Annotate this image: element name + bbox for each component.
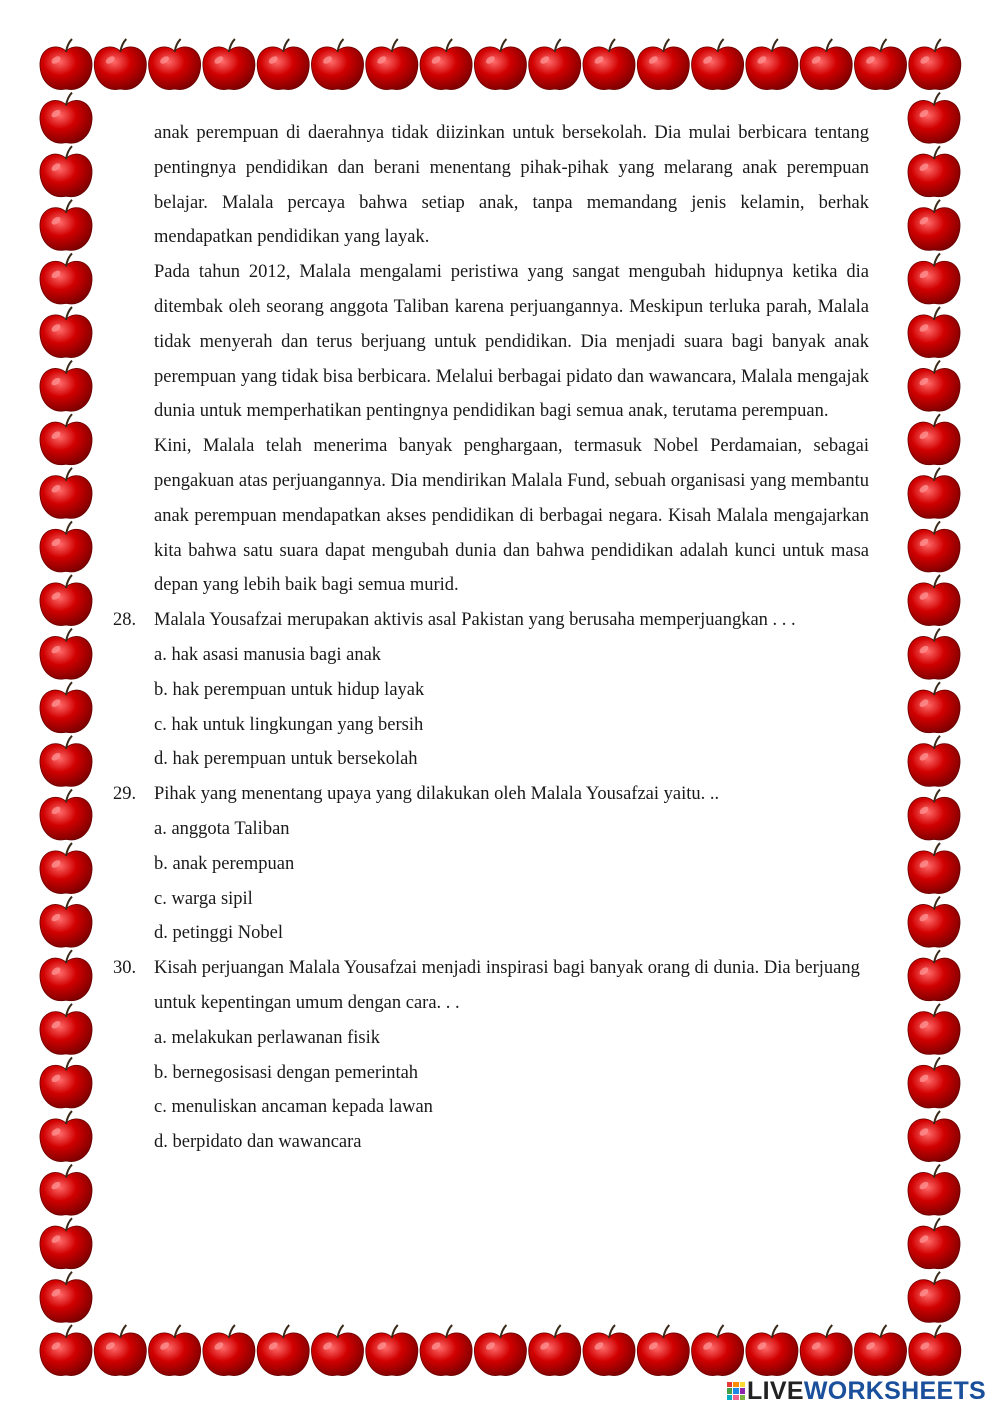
story-paragraph: Kini, Malala telah menerima banyak penghargaan, termasuk Nobel Perdamaian, sebagai pengakuan atas perjuangannya. Dia mendirikan Malala Fund, sebuah organisasi yang membantu anak perempuan mendapatkan akses pendidikan di berbagai negara. Kisah Malala mengajarkan kita bahwa satu suara dapat mengubah dunia dan bahwa pendidikan adalah kunci untuk masa depan yang lebih baik bagi semua murid. (154, 436, 869, 596)
apple-icon (40, 521, 92, 572)
apple-icon (908, 146, 960, 197)
apple-icon (40, 897, 92, 948)
apple-icon (40, 1004, 92, 1055)
apple-icon (908, 253, 960, 304)
apple-icon (908, 93, 960, 144)
apple-icon (908, 414, 960, 465)
apple-icon (40, 1272, 92, 1323)
apple-icon (149, 1325, 201, 1376)
answer-option[interactable]: c. warga sipil (154, 888, 253, 909)
apple-icon (420, 39, 472, 90)
answer-option[interactable]: d. hak perempuan untuk bersekolah (154, 749, 418, 770)
answer-option[interactable]: c. menuliskan ancaman kepada lawan (154, 1097, 433, 1118)
apple-icon (366, 39, 418, 90)
apple-icon (854, 1325, 906, 1376)
apple-icon (908, 575, 960, 626)
apple-icon (800, 39, 852, 90)
story-paragraph: Pada tahun 2012, Malala mengalami peristiwa yang sangat mengubah hidupnya ketika dia ditembak oleh seorang anggota Taliban karena perjuangannya. Meskipun terluka parah, Malala tidak menyerah dan terus berjuang untuk pendidikan. Dia menjadi suara bagi banyak anak perempuan yang tidak bisa berbicara. Melalui berbagai pidato dan wawancara, Malala mengajak dunia untuk memperhatikan pentingnya pendidikan bagi semua anak, terutama perempuan. (154, 262, 869, 422)
answer-option[interactable]: d. berpidato dan wawancara (154, 1132, 362, 1153)
logo-text-worksheets: WORKSHEETS (803, 1376, 986, 1405)
apple-icon (40, 253, 92, 304)
apple-icon (909, 39, 961, 90)
apple-icon (94, 1325, 146, 1376)
logo-grid-square (727, 1395, 732, 1400)
apple-icon (908, 682, 960, 733)
apple-icon (40, 200, 92, 251)
answer-option[interactable]: a. anggota Taliban (154, 818, 290, 839)
apple-icon (908, 200, 960, 251)
apple-icon (149, 39, 201, 90)
question-number: 29. (113, 784, 137, 805)
apple-icon (40, 1325, 92, 1376)
logo-text-live: LIVE (747, 1376, 804, 1405)
apple-icon (908, 736, 960, 787)
answer-option[interactable]: b. anak perempuan (154, 853, 295, 874)
liveworksheets-logo (727, 1378, 986, 1404)
apple-icon (746, 39, 798, 90)
apple-icon (40, 575, 92, 626)
apple-icon (311, 1325, 363, 1376)
apple-icon (746, 1325, 798, 1376)
question-29 (113, 777, 869, 951)
apple-icon (311, 39, 363, 90)
apple-icon (40, 1218, 92, 1269)
logo-grid-square (733, 1382, 738, 1387)
apple-icon (908, 307, 960, 358)
apple-icon (474, 1325, 526, 1376)
apple-icon (257, 39, 309, 90)
answer-option[interactable]: d. petinggi Nobel (154, 923, 283, 944)
apple-icon (40, 736, 92, 787)
apple-icon (909, 1325, 961, 1376)
apple-icon (692, 39, 744, 90)
question-text: Kisah perjuangan Malala Yousafzai menjadi inspirasi bagi banyak orang di dunia. Dia berjuang untuk kepentingan umum dengan cara. . . (154, 958, 860, 1013)
apple-icon (908, 897, 960, 948)
story-paragraph: anak perempuan di daerahnya tidak diizinkan untuk bersekolah. Dia mulai berbicara tentang pentingnya pendidikan dan berani menentang pihak-pihak yang melarang anak perempuan belajar. Malala percaya bahwa setiap anak, tanpa memandang jenis kelamin, berhak mendapatkan pendidikan yang layak. (154, 123, 869, 248)
question-30 (113, 951, 869, 1160)
apple-icon (40, 682, 92, 733)
apple-icon (94, 39, 146, 90)
logo-grid-square (740, 1382, 745, 1387)
apple-icon (800, 1325, 852, 1376)
answer-option[interactable]: c. hak untuk lingkungan yang bersih (154, 714, 424, 735)
logo-grid-square (733, 1388, 738, 1393)
apple-icon (908, 1111, 960, 1162)
apple-icon (40, 629, 92, 680)
apple-icon (40, 93, 92, 144)
apple-icon (40, 361, 92, 412)
apple-icon (908, 950, 960, 1001)
logo-grid-square (733, 1395, 738, 1400)
apple-icon (583, 1325, 635, 1376)
apple-icon (692, 1325, 744, 1376)
apple-icon (908, 1057, 960, 1108)
apple-icon (203, 1325, 255, 1376)
question-28 (113, 603, 869, 777)
apple-icon (40, 1111, 92, 1162)
apple-icon (40, 1165, 92, 1216)
apple-icon (908, 1004, 960, 1055)
apple-icon (40, 307, 92, 358)
apple-icon (257, 1325, 309, 1376)
apple-icon (40, 414, 92, 465)
answer-option[interactable]: a. melakukan perlawanan fisik (154, 1027, 381, 1048)
question-number: 30. (113, 958, 137, 979)
apple-icon (908, 1272, 960, 1323)
apple-icon (908, 1165, 960, 1216)
logo-grid-square (727, 1388, 732, 1393)
logo-grid-square (740, 1395, 745, 1400)
apple-icon (529, 39, 581, 90)
apple-icon (40, 843, 92, 894)
logo-grid-square (727, 1382, 732, 1387)
apple-icon (637, 1325, 689, 1376)
apple-icon (40, 1057, 92, 1108)
apple-icon (908, 361, 960, 412)
worksheet-content (113, 116, 869, 1160)
logo-grid-square (740, 1388, 745, 1393)
apple-icon (908, 843, 960, 894)
apple-icon (203, 39, 255, 90)
question-text: Malala Yousafzai merupakan aktivis asal Pakistan yang berusaha memperjuangkan . . . (154, 610, 796, 631)
apple-icon (40, 950, 92, 1001)
apple-icon (908, 521, 960, 572)
apple-icon (583, 39, 635, 90)
logo-grid-icon (727, 1382, 745, 1400)
apple-icon (40, 39, 92, 90)
apple-icon (40, 468, 92, 519)
apple-icon (908, 1218, 960, 1269)
answer-option[interactable]: b. bernegosisasi dengan pemerintah (154, 1062, 419, 1083)
apple-icon (366, 1325, 418, 1376)
apple-icon (908, 789, 960, 840)
answer-option[interactable]: b. hak perempuan untuk hidup layak (154, 679, 425, 700)
apple-icon (40, 146, 92, 197)
apple-icon (474, 39, 526, 90)
apple-icon (908, 629, 960, 680)
answer-option[interactable]: a. hak asasi manusia bagi anak (154, 644, 382, 665)
question-number: 28. (113, 610, 137, 631)
apple-icon (908, 468, 960, 519)
apple-icon (420, 1325, 472, 1376)
apple-icon (854, 39, 906, 90)
question-text: Pihak yang menentang upaya yang dilakukan oleh Malala Yousafzai yaitu. .. (154, 784, 720, 805)
apple-icon (637, 39, 689, 90)
apple-icon (40, 789, 92, 840)
apple-icon (529, 1325, 581, 1376)
